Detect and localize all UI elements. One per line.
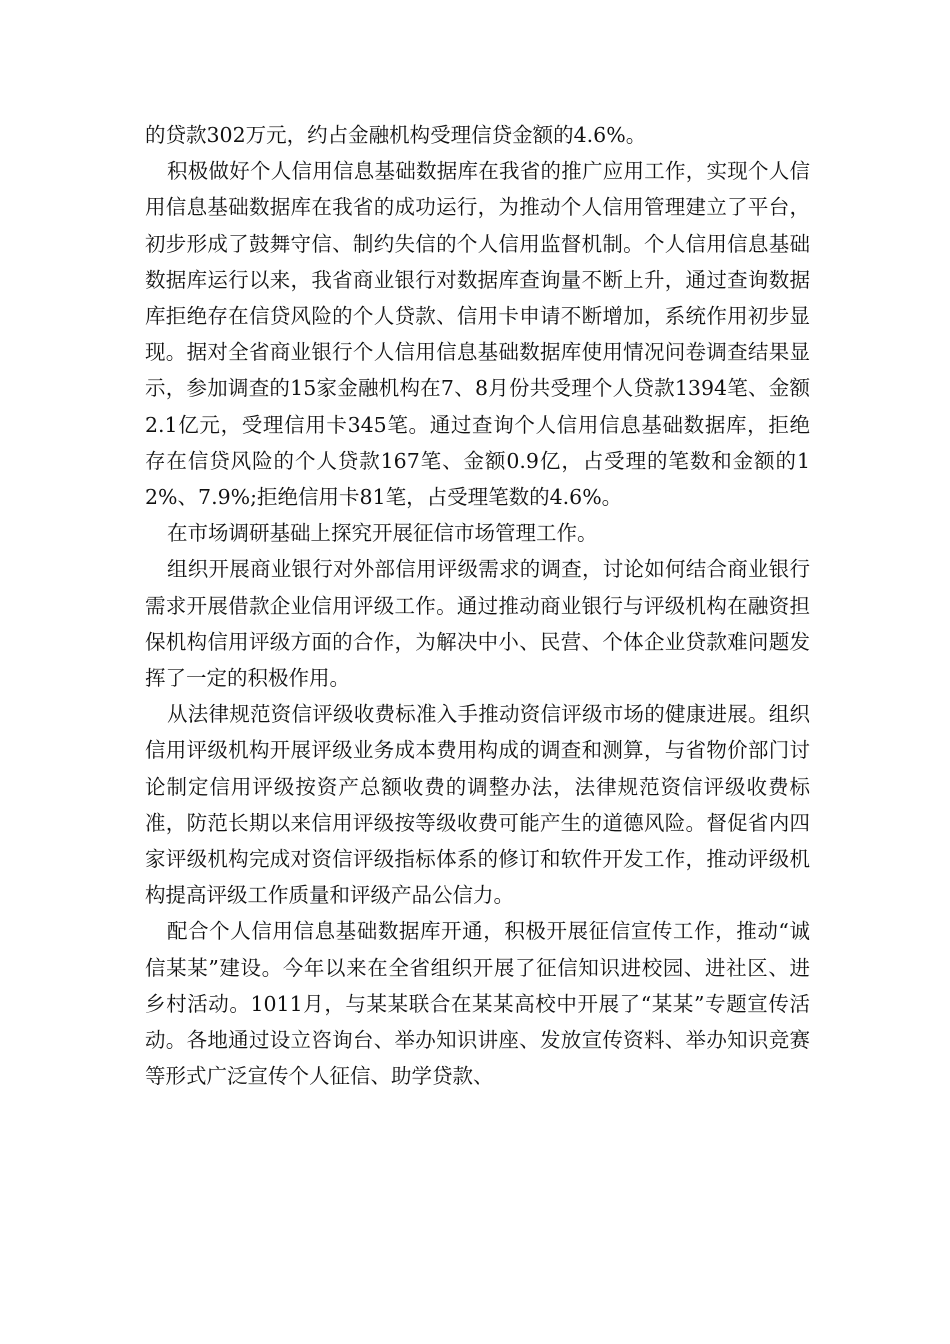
paragraph-publicity: 配合个人信用信息基础数据库开通，积极开展征信宣传工作，推动“诚信某某”建设。今年以来在全省组织开展了征信知识进校园、进社区、进乡村活动。1011月，与某某联合在某某高校中开展了“某某”专题宣传活动。各地通过设立咨询台、举办知识讲座、发放宣传资料、举办知识竞赛等形式广泛宣传个人征信、助学贷款、 xyxy=(145,919,810,1089)
paragraph-rating-fees: 从法律规范资信评级收费标准入手推动资信评级市场的健康进展。组织信用评级机构开展评级业务成本费用构成的调查和测算，与省物价部门讨论制定信用评级按资产总额收费的调整办法，法律规范资信评级收费标准，防范长期以来信用评级按等级收费可能产生的道德风险。督促省内四家评级机构完成对资信评级指标体系的修订和软件开发工作，推动评级机构提高评级工作质量和评级产品公信力。 xyxy=(145,702,810,908)
paragraph-market-heading: 在市场调研基础上探究开展征信市场管理工作。 xyxy=(167,521,598,546)
paragraph-rating-survey: 组织开展商业银行对外部信用评级需求的调查，讨论如何结合商业银行需求开展借款企业信用评级工作。通过推动商业银行与评级机构在融资担保机构信用评级方面的合作，为解决中小、民营、个体企业贷款难问题发挥了一定的积极作用。 xyxy=(145,557,810,691)
paragraph-credit-database: 积极做好个人信用信息基础数据库在我省的推广应用工作，实现个人信用信息基础数据库在我省的成功运行，为推动个人信用管理建立了平台，初步形成了鼓舞守信、制约失信的个人信用监督机制。个人信用信息基础数据库运行以来，我省商业银行对数据库查询量不断上升，通过查询数据库拒绝存在信贷风险的个人贷款、信用卡申请不断增加，系统作用初步显现。据对全省商业银行个人信用信息基础数据库使用情况问卷调查结果显示，参加调查的15家金融机构在7、8月份共受理个人贷款1394笔、金额2.1亿元，受理信用卡345笔。通过查询个人信用信息基础数据库，拒绝存在信贷风险的个人贷款167笔、金额0.9亿，占受理的笔数和金额的12%、7.9%;拒绝信用卡81笔，占受理笔数的4.6%。 xyxy=(145,159,810,510)
paragraph-loan-continuation: 的贷款302万元，约占金融机构受理信贷金额的4.6%。 xyxy=(145,123,647,147)
document-body xyxy=(145,117,810,1094)
